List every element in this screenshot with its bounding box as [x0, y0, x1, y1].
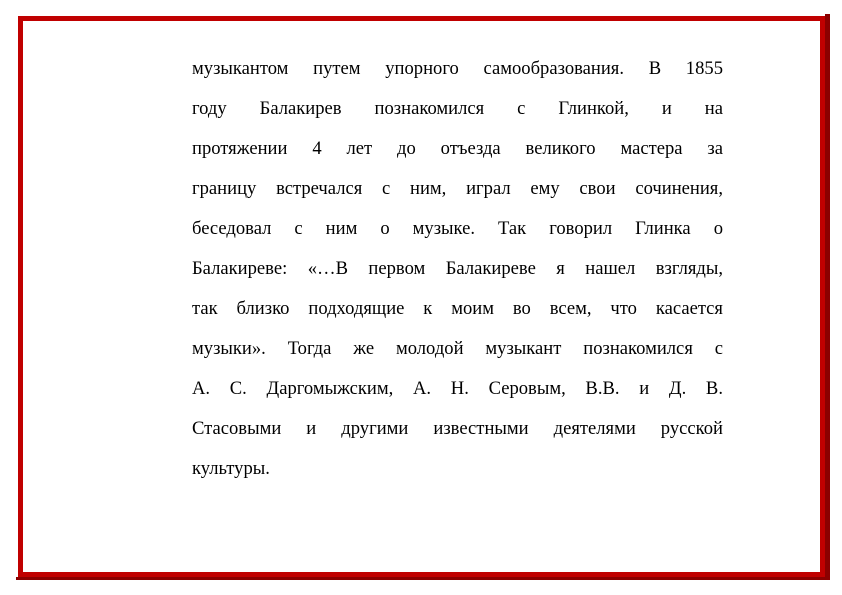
frame-shadow-right	[825, 14, 830, 580]
body-text	[192, 49, 723, 489]
text-line-7: так близко подходящие к моим во всем, что касается	[192, 298, 723, 319]
text-line-10: Стасовыми и другими известными деятелями русской	[192, 418, 723, 439]
text-line-2: году Балакирев познакомился с Глинкой, и на	[192, 98, 723, 119]
text-line-8: музыки». Тогда же молодой музыкант познакомился с	[192, 338, 723, 359]
frame-shadow-bottom	[16, 577, 830, 580]
text-line-5: беседовал с ним о музыке. Так говорил Глинка о	[192, 218, 723, 239]
text-line-6: Балакиреве: «…В первом Балакиреве я нашел взгляды,	[192, 258, 723, 279]
text-line-11: культуры.	[192, 458, 270, 479]
text-line-1: музыкантом путем упорного самообразования. В 1855	[192, 58, 723, 79]
text-line-3: протяжении 4 лет до отъезда великого мастера за	[192, 138, 723, 159]
text-line-4: границу встречался с ним, играл ему свои сочинения,	[192, 178, 723, 199]
text-line-9: А. С. Даргомыжским, А. Н. Серовым, В.В. и Д. В.	[192, 378, 723, 399]
